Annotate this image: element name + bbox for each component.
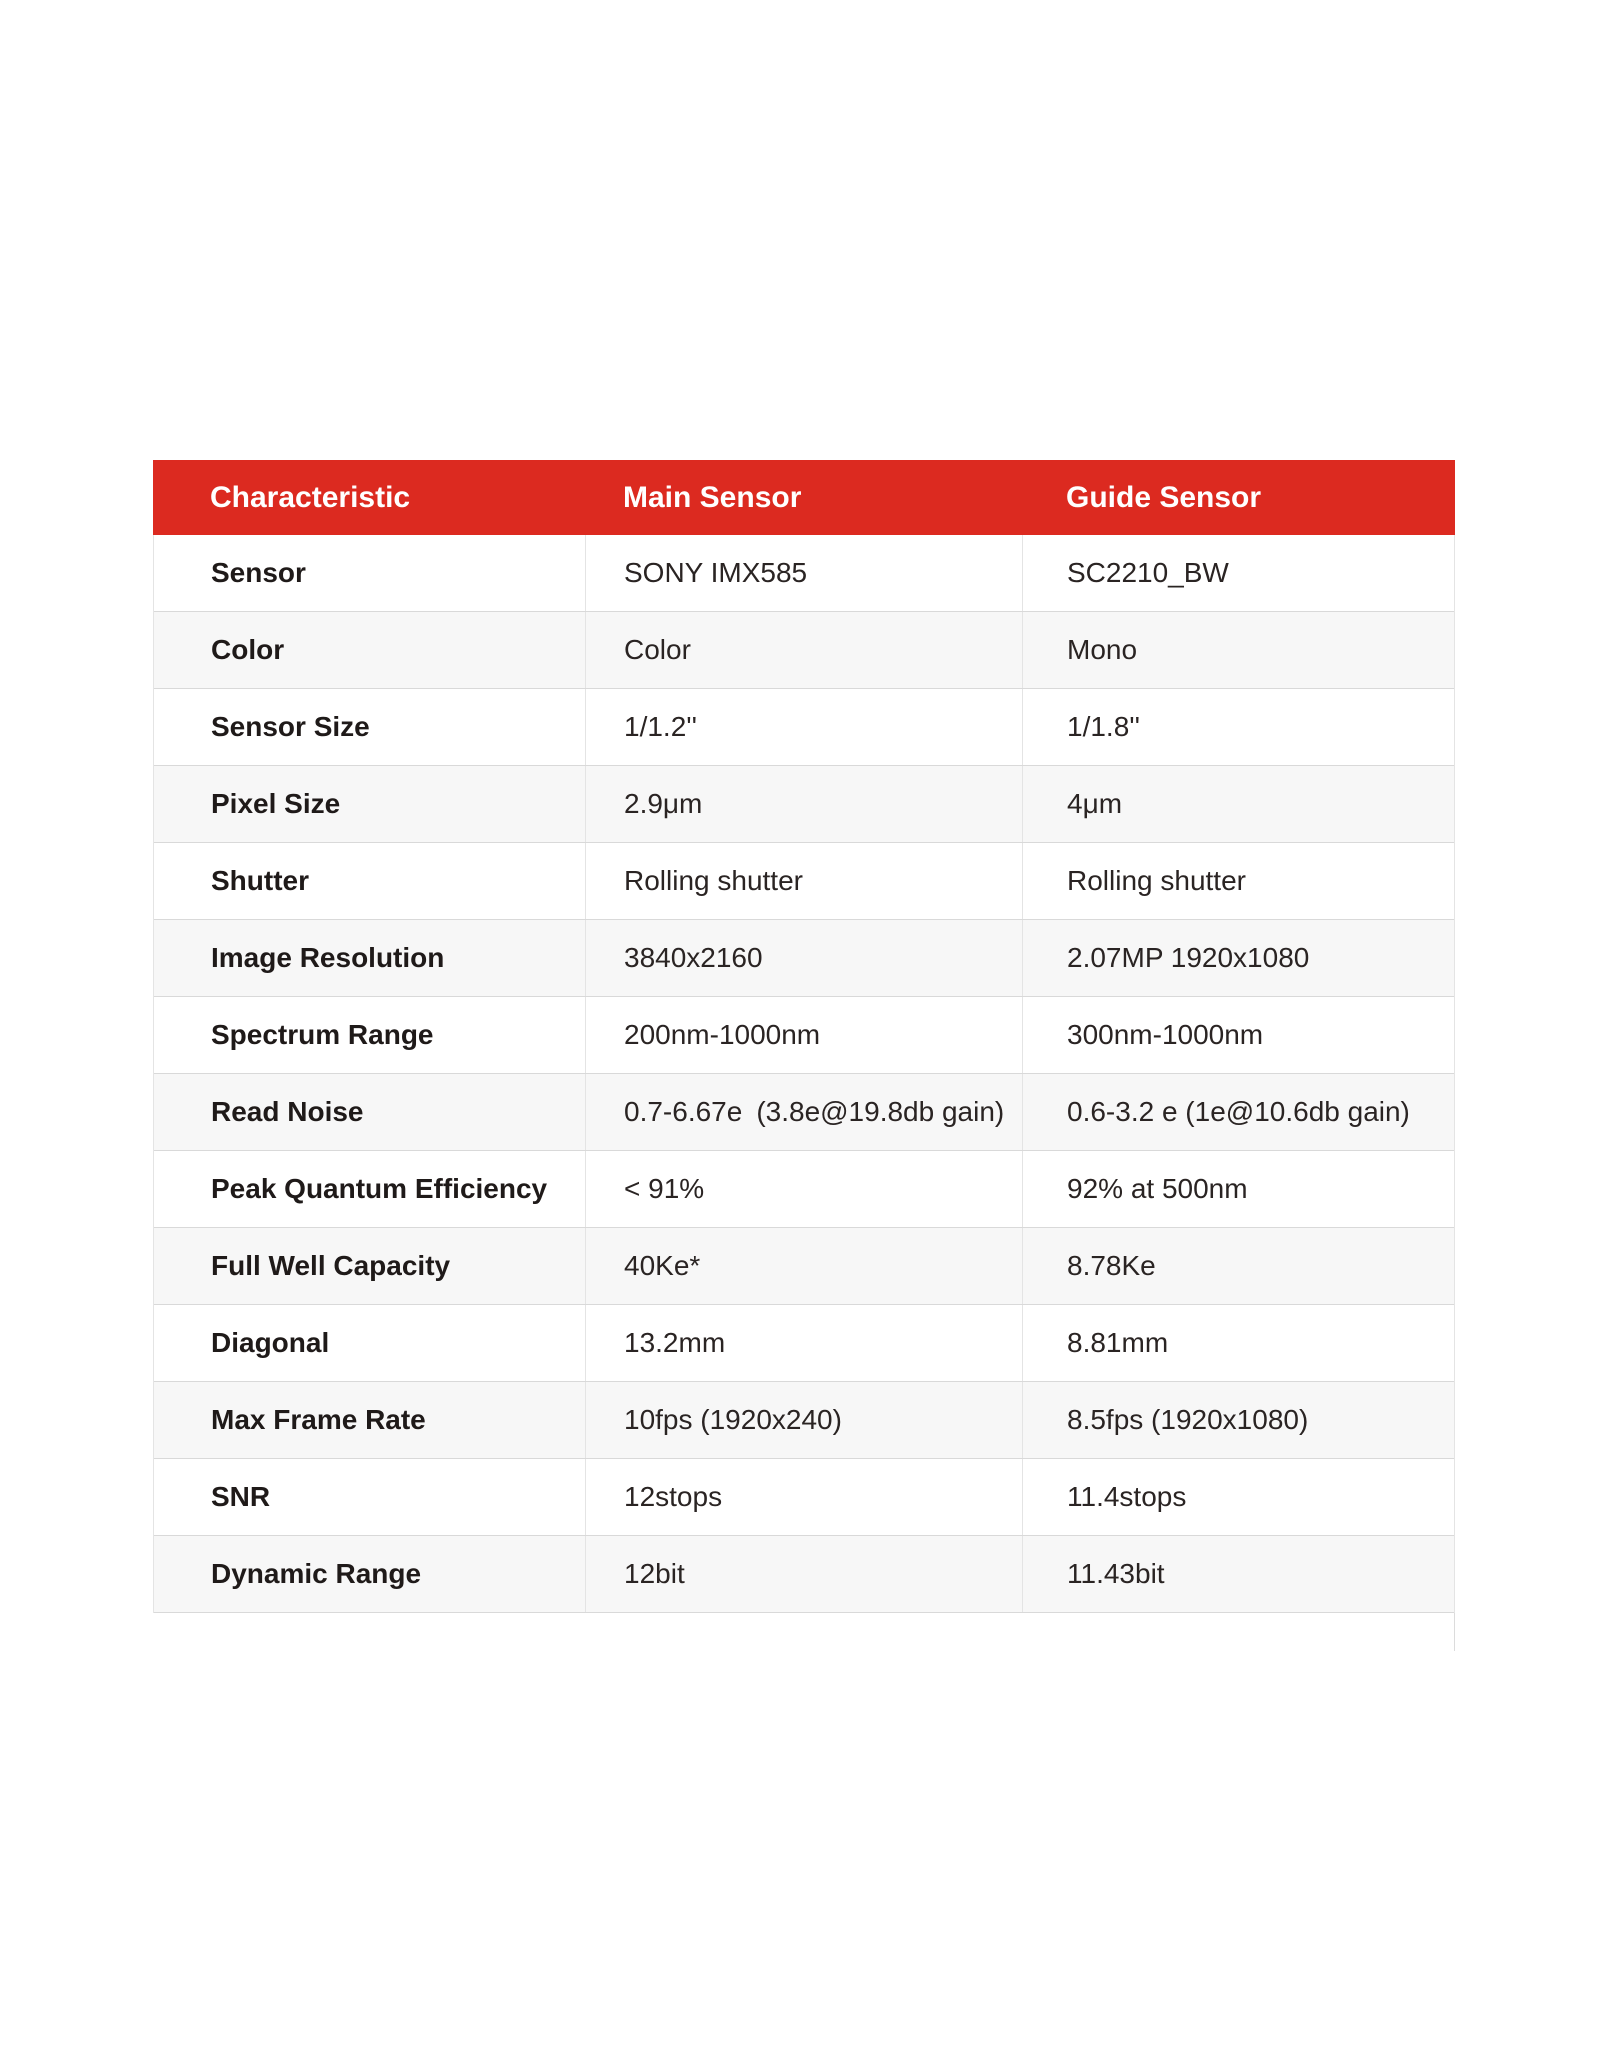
main-sensor-value: < 91% — [586, 1151, 1023, 1227]
guide-sensor-value: 2.07MP 1920x1080 — [1067, 942, 1310, 973]
table-body — [153, 535, 1455, 1613]
guide-sensor-value: 11.43bit — [1067, 1558, 1165, 1589]
row-label: Shutter — [154, 843, 586, 919]
sensor-spec-table — [153, 460, 1455, 1613]
guide-sensor-value: 11.4stops — [1067, 1481, 1187, 1512]
main-sensor-value: 2.9μm — [586, 766, 1023, 842]
main-sensor-value: Rolling shutter — [586, 843, 1023, 919]
header-characteristic: Characteristic — [210, 480, 411, 514]
main-sensor-value: 13.2mm — [586, 1305, 1023, 1381]
guide-sensor-value: 92% at 500nm — [1067, 1173, 1248, 1204]
table-row-max-frame-rate — [154, 1382, 1454, 1459]
table-row-read-noise — [154, 1074, 1454, 1151]
guide-sensor-value: 8.5fps (1920x1080) — [1067, 1404, 1309, 1435]
row-label: Read Noise — [154, 1074, 586, 1150]
guide-sensor-value: 300nm-1000nm — [1067, 1019, 1264, 1050]
main-sensor-value: 12stops — [586, 1459, 1023, 1535]
main-sensor-value: SONY IMX585 — [586, 535, 1023, 611]
main-sensor-value: 10fps (1920x240) — [586, 1382, 1023, 1458]
guide-sensor-value: 8.81mm — [1067, 1327, 1169, 1358]
main-sensor-value: 0.7-6.67e (3.8e@19.8db gain) — [586, 1074, 1023, 1150]
row-label: Spectrum Range — [154, 997, 586, 1073]
row-label: SNR — [154, 1459, 586, 1535]
guide-sensor-value: 4μm — [1067, 788, 1123, 819]
table-row-image-resolution — [154, 920, 1454, 997]
table-row-pixel-size — [154, 766, 1454, 843]
guide-sensor-value: Mono — [1067, 634, 1138, 665]
main-sensor-value: 1/1.2'' — [586, 689, 1023, 765]
guide-sensor-value: SC2210_BW — [1067, 557, 1229, 588]
table-row-color — [154, 612, 1454, 689]
table-header-row — [153, 460, 1455, 535]
header-main-sensor: Main Sensor — [623, 480, 802, 514]
row-label: Pixel Size — [154, 766, 586, 842]
table-row-shutter — [154, 843, 1454, 920]
main-sensor-value: 40Ke* — [586, 1228, 1023, 1304]
header-guide-sensor: Guide Sensor — [1066, 480, 1262, 514]
row-label: Sensor — [154, 535, 586, 611]
table-row-peak-quantum-efficiency — [154, 1151, 1454, 1228]
table-row-snr — [154, 1459, 1454, 1536]
table-row-sensor — [154, 535, 1454, 612]
main-sensor-value: 200nm-1000nm — [586, 997, 1023, 1073]
table-row-diagonal — [154, 1305, 1454, 1382]
row-label: Max Frame Rate — [154, 1382, 586, 1458]
table-row-dynamic-range — [154, 1536, 1454, 1613]
guide-sensor-value: 1/1.8'' — [1067, 711, 1140, 742]
table-row-spectrum-range — [154, 997, 1454, 1074]
row-label: Color — [154, 612, 586, 688]
row-label: Dynamic Range — [154, 1536, 586, 1612]
row-label: Full Well Capacity — [154, 1228, 586, 1304]
main-sensor-value: 3840x2160 — [586, 920, 1023, 996]
guide-sensor-value: 0.6-3.2 e (1e@10.6db gain) — [1067, 1096, 1410, 1127]
row-label: Sensor Size — [154, 689, 586, 765]
main-sensor-value: Color — [586, 612, 1023, 688]
row-label: Diagonal — [154, 1305, 586, 1381]
table-right-border-tail — [1454, 1613, 1455, 1651]
main-sensor-value: 12bit — [586, 1536, 1023, 1612]
guide-sensor-value: Rolling shutter — [1067, 865, 1246, 896]
table-row-sensor-size — [154, 689, 1454, 766]
row-label: Image Resolution — [154, 920, 586, 996]
table-row-full-well-capacity — [154, 1228, 1454, 1305]
row-label: Peak Quantum Efficiency — [154, 1151, 586, 1227]
guide-sensor-value: 8.78Ke — [1067, 1250, 1156, 1281]
